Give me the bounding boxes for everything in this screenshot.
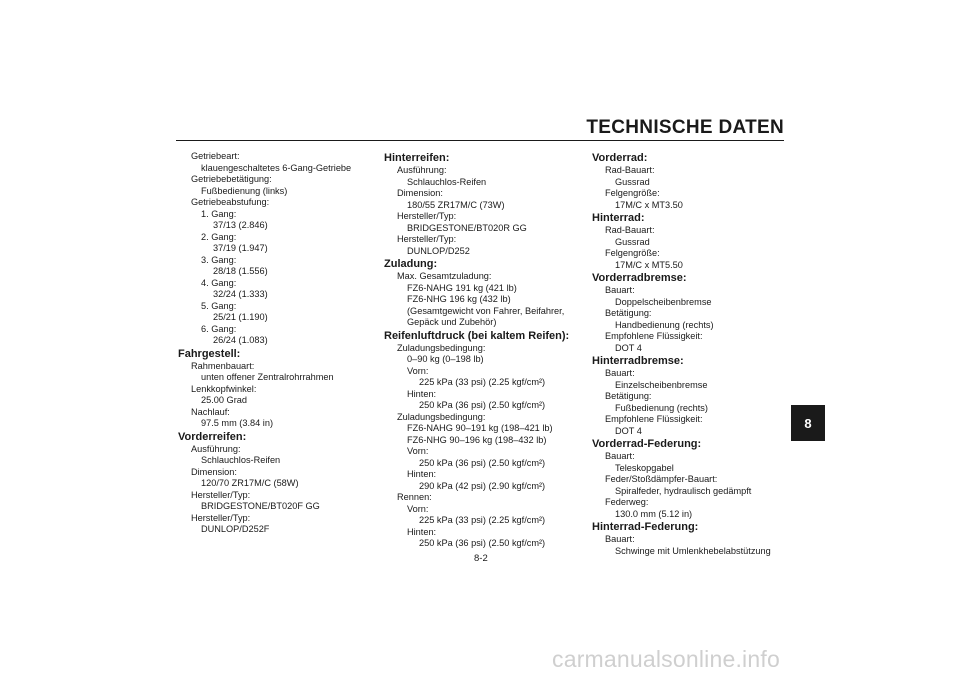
spec-line: 5. Gang: (201, 300, 237, 311)
spec-line: 25/21 (1.190) (213, 312, 268, 322)
spec-line: Empfohlene Flüssigkeit: (605, 414, 703, 424)
spec-line: Felgengröße: (605, 188, 660, 198)
section-heading: Hinterradbremse: (592, 355, 684, 367)
spec-line: Vorn: (407, 365, 429, 376)
spec-line: Getriebeart: (191, 151, 240, 161)
spec-line: DOT 4 (615, 342, 642, 353)
spec-line: DUNLOP/D252 (407, 245, 470, 256)
spec-line: Doppelscheibenbremse (615, 296, 712, 307)
spec-line: 17M/C x MT5.50 (615, 259, 683, 270)
spec-line: Fußbedienung (rechts) (615, 402, 708, 413)
spec-line: Rennen: (397, 492, 432, 502)
section-heading: Vorderrad: (592, 152, 648, 164)
spec-line: Gepäck und Zubehör) (407, 317, 497, 327)
spec-line: Spiralfeder, hydraulisch gedämpft (615, 485, 752, 496)
spec-line: 130.0 mm (5.12 in) (615, 508, 693, 519)
section-heading: Vorderreifen: (178, 430, 247, 443)
spec-line: 28/18 (1.556) (213, 266, 268, 276)
spec-line: 120/70 ZR17M/C (58W) (201, 478, 299, 488)
spec-line: Getriebebetätigung: (191, 174, 272, 184)
spec-line: 180/55 ZR17M/C (73W) (407, 199, 505, 210)
spec-line: Hersteller/Typ: (397, 211, 457, 221)
spec-column-middle (384, 151, 584, 550)
spec-line: Schwinge mit Umlenkhebelabstützung (615, 545, 771, 556)
section-heading: Vorderrad-Federung: (592, 438, 702, 450)
spec-line: 17M/C x MT3.50 (615, 199, 683, 210)
spec-line: 6. Gang: (201, 323, 237, 334)
spec-line: Empfohlene Flüssigkeit: (605, 331, 703, 341)
spec-line: 37/13 (2.846) (213, 220, 268, 230)
spec-line: Getriebeabstufung: (191, 197, 270, 207)
page-title: TECHNISCHE DATEN (586, 117, 784, 138)
spec-line: Fußbedienung (links) (201, 185, 288, 196)
spec-line: 25.00 Grad (201, 395, 247, 405)
spec-line: Vorn: (407, 446, 429, 456)
spec-line: 3. Gang: (201, 254, 237, 265)
section-heading: Hinterreifen: (384, 152, 450, 164)
spec-line: 26/24 (1.083) (213, 335, 268, 345)
spec-line: Dimension: (397, 188, 443, 198)
spec-line: Bauart: (605, 368, 635, 378)
spec-column-left (178, 151, 378, 536)
spec-line: Felgengröße: (605, 248, 660, 258)
section-heading: Zuladung: (384, 258, 438, 270)
spec-line: Zuladungsbedingung: (397, 411, 486, 422)
spec-line: Rad-Bauart: (605, 165, 655, 175)
spec-line: Hinten: (407, 388, 437, 399)
page-number: 8-2 (474, 553, 488, 564)
section-heading: Hinterrad: (592, 212, 645, 224)
spec-line: Gussrad (615, 176, 650, 187)
spec-line: 225 kPa (33 psi) (2.25 kgf/cm²) (419, 515, 546, 525)
spec-line: Rad-Bauart: (605, 225, 655, 235)
spec-line: Hersteller/Typ: (397, 234, 457, 244)
spec-line: 32/24 (1.333) (213, 289, 268, 299)
spec-line: FZ6-NHG 196 kg (432 lb) (407, 294, 511, 304)
spec-line: 97.5 mm (3.84 in) (201, 418, 273, 428)
spec-line: FZ6-NAHG 191 kg (421 lb) (407, 282, 517, 293)
spec-line: unten offener Zentralrohrrahmen (201, 372, 334, 382)
spec-line: 250 kPa (36 psi) (2.50 kgf/cm²) (419, 538, 546, 548)
spec-line: DUNLOP/D252F (201, 524, 270, 534)
spec-line: 290 kPa (42 psi) (2.90 kgf/cm²) (419, 480, 546, 491)
spec-line: 0–90 kg (0–198 lb) (407, 354, 484, 364)
spec-line: Zuladungsbedingung: (397, 342, 486, 353)
spec-line: Betätigung: (605, 308, 652, 318)
spec-line: FZ6-NAHG 90–191 kg (198–421 lb) (407, 423, 553, 433)
spec-line: 2. Gang: (201, 231, 237, 242)
spec-line: Hinten: (407, 469, 437, 479)
spec-line: Hersteller/Typ: (191, 512, 251, 523)
spec-line: Feder/Stoßdämpfer-Bauart: (605, 474, 718, 484)
spec-line: Bauart: (605, 451, 635, 461)
chapter-tab: 8 (791, 405, 825, 441)
spec-line: DOT 4 (615, 425, 642, 436)
spec-line: BRIDGESTONE/BT020R GG (407, 222, 527, 233)
spec-line: Dimension: (191, 466, 237, 477)
section-heading: Reifenluftdruck (bei kaltem Reifen): (384, 329, 570, 342)
spec-line: Teleskopgabel (615, 462, 674, 473)
spec-line: Ausführung: (191, 443, 241, 454)
spec-line: 4. Gang: (201, 277, 237, 288)
header-rule (176, 140, 784, 141)
spec-line: Vorn: (407, 503, 429, 514)
spec-line: 37/19 (1.947) (213, 243, 268, 253)
spec-line: klauengeschaltetes 6-Gang-Getriebe (201, 162, 352, 173)
spec-line: Hinten: (407, 526, 437, 537)
section-heading: Fahrgestell: (178, 347, 241, 360)
spec-line: Federweg: (605, 497, 649, 507)
spec-line: 1. Gang: (201, 208, 237, 219)
spec-line: Max. Gesamtzuladung: (397, 271, 492, 281)
spec-line: Einzelscheibenbremse (615, 379, 708, 390)
section-heading: Vorderradbremse: (592, 272, 687, 284)
spec-line: Rahmenbauart: (191, 360, 255, 371)
spec-line: Nachlauf: (191, 406, 230, 417)
spec-line: BRIDGESTONE/BT020F GG (201, 501, 320, 511)
spec-line: Bauart: (605, 534, 635, 544)
spec-line: Lenkkopfwinkel: (191, 383, 257, 394)
spec-line: FZ6-NHG 90–196 kg (198–432 lb) (407, 434, 547, 445)
section-heading: Hinterrad-Federung: (592, 521, 699, 533)
spec-line: Ausführung: (397, 165, 447, 175)
spec-line: 250 kPa (36 psi) (2.50 kgf/cm²) (419, 457, 546, 468)
spec-line: Bauart: (605, 285, 635, 295)
spec-line: Hersteller/Typ: (191, 489, 251, 500)
spec-column-right (592, 151, 792, 557)
spec-line: Schlauchlos-Reifen (407, 176, 487, 187)
spec-line: Schlauchlos-Reifen (201, 455, 281, 465)
spec-line: 250 kPa (36 psi) (2.50 kgf/cm²) (419, 400, 546, 410)
spec-line: Handbedienung (rechts) (615, 319, 714, 330)
spec-line: (Gesamtgewicht von Fahrer, Beifahrer, (407, 305, 565, 316)
watermark: carmanualsonline.info (552, 646, 780, 672)
spec-line: Betätigung: (605, 391, 652, 401)
spec-line: 225 kPa (33 psi) (2.25 kgf/cm²) (419, 377, 546, 387)
spec-line: Gussrad (615, 236, 650, 247)
